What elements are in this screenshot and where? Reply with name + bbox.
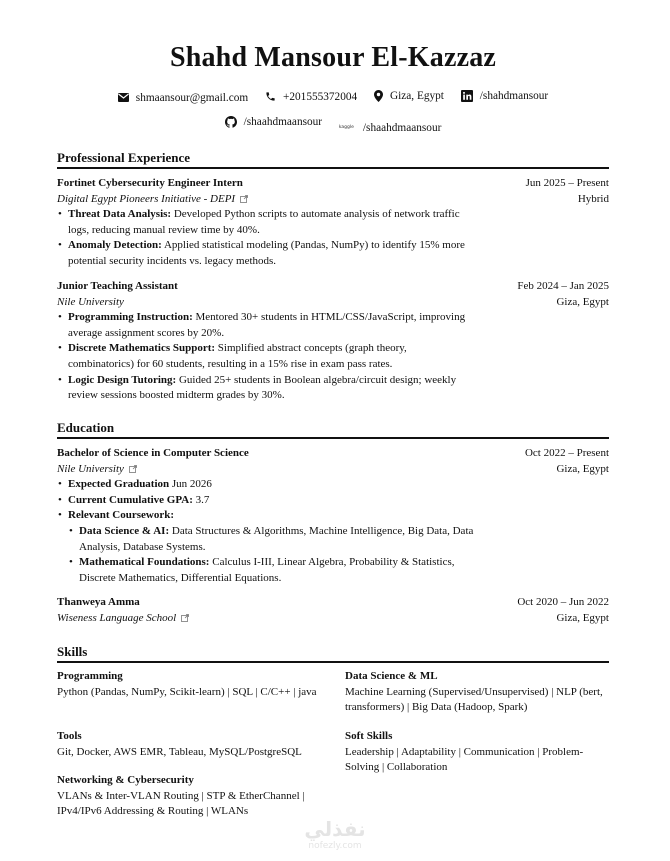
education-date: Oct 2020 – Jun 2022 — [517, 596, 609, 608]
watermark — [290, 818, 380, 852]
skill-group-title: Tools — [57, 730, 82, 742]
job-location: Hybrid — [577, 192, 609, 205]
skill-group-soft-skills — [345, 729, 613, 776]
bullet-item: • Threat Data Analysis: Developed Python scripts to automate analysis of network traffic logs, reducing manual review time by 40%. — [57, 207, 472, 238]
skill-group-text: Python (Pandas, NumPy, Scikit-learn) | SQL | C/C++ | java — [57, 685, 317, 698]
candidate-name: Shahd Mansour El-Kazzaz — [169, 42, 497, 73]
experience-entry — [57, 176, 609, 270]
email-link[interactable] — [118, 90, 248, 106]
bullet-item: • Expected Graduation Jun 2026 — [57, 477, 472, 493]
skill-group-title: Soft Skills — [345, 730, 393, 742]
education-location: Giza, Egypt — [556, 462, 609, 475]
job-bullets — [57, 310, 472, 404]
phone-link[interactable] — [265, 89, 357, 105]
external-link-icon — [240, 195, 248, 203]
degree-title: Thanweya Amma — [57, 596, 140, 608]
kaggle-icon: kaggle — [338, 125, 354, 130]
coursework-list — [68, 524, 483, 586]
institution-link[interactable] — [57, 462, 137, 478]
github-link[interactable] — [225, 114, 322, 130]
linkedin-link[interactable] — [461, 88, 548, 104]
coursework-item: • Mathematical Foundations: Calculus I-III, Linear Algebra, Probability & Statistics, Discrete Mathematics, Differential Equations. — [68, 555, 483, 586]
phone-icon — [265, 91, 276, 102]
contact-row-primary — [57, 88, 609, 107]
kaggle-text: /shaahdmaansour — [362, 122, 442, 134]
skill-group-text: Machine Learning (Supervised/Unsupervised) | NLP (bert, transformers) | Big Data (Hadoop, Spark) — [345, 685, 603, 714]
github-text: /shaahdmaansour — [243, 116, 323, 128]
education-entry — [57, 446, 609, 586]
bullet-item: • Programming Instruction: Mentored 30+ students in HTML/CSS/JavaScript, improving average assignment scores by 20%. — [57, 310, 472, 341]
company-link[interactable] — [57, 192, 248, 208]
watermark-latin: nofezly.com — [308, 841, 362, 851]
job-title: Fortinet Cybersecurity Engineer Intern — [57, 177, 243, 189]
section-title-skills: Skills — [57, 644, 88, 659]
skill-group-data-science — [345, 669, 613, 716]
location-text: Giza, Egypt — [389, 90, 444, 102]
linkedin-icon — [461, 90, 473, 102]
skill-group-title: Networking & Cybersecurity — [57, 774, 194, 786]
phone-text: +201555372004 — [283, 90, 358, 103]
experience-entry — [57, 279, 609, 404]
job-date: Feb 2024 – Jan 2025 — [517, 280, 609, 292]
education-bullets — [57, 477, 472, 586]
github-icon — [225, 116, 237, 128]
email-text: shmaansour@gmail.com — [135, 91, 249, 104]
external-link-icon — [129, 465, 137, 473]
skill-group-title: Programming — [57, 670, 123, 682]
job-location: Giza, Egypt — [556, 295, 609, 308]
job-date: Jun 2025 – Present — [525, 177, 609, 189]
linkedin-text: /shahdmansour — [479, 90, 549, 102]
envelope-icon — [118, 93, 129, 102]
institution-name: Wiseness Language School — [57, 611, 177, 624]
section-divider — [57, 167, 609, 169]
watermark-arabic: نفذلي — [304, 817, 366, 841]
bullet-item: • Logic Design Tutoring: Guided 25+ students in Boolean algebra/circuit design; weekly review sessions boosted midterm grades by 30%. — [57, 373, 472, 404]
institution-link[interactable] — [57, 611, 189, 627]
education-entry — [57, 595, 609, 626]
location — [374, 88, 444, 104]
education-date: Oct 2022 – Present — [524, 447, 609, 459]
skill-group-text: Leadership | Adaptability | Communication | Problem-Solving | Collaboration — [345, 745, 584, 774]
coursework-item: • Data Science & AI: Data Structures & Algorithms, Machine Intelligence, Big Data, Data Analysis, Database Systems. — [68, 524, 483, 555]
location-pin-icon — [374, 90, 383, 102]
job-title: Junior Teaching Assistant — [57, 280, 178, 292]
education-location: Giza, Egypt — [556, 611, 609, 624]
section-divider — [57, 437, 609, 439]
job-bullets — [57, 207, 472, 269]
skill-group-text: VLANs & Inter-VLAN Routing | STP & EtherChannel | IPv4/IPv6 Addressing & Routing | WLANs — [57, 789, 305, 818]
bullet-item: • Current Cumulative GPA: 3.7 — [57, 493, 472, 509]
institution-name: Nile University — [57, 462, 124, 475]
skill-group-title: Data Science & ML — [345, 670, 438, 682]
degree-title: Bachelor of Science in Computer Science — [57, 447, 249, 459]
contact-row-secondary — [57, 114, 609, 136]
external-link-icon — [181, 614, 189, 622]
bullet-item: • Relevant Coursework: • Data Science & AI: Data Structures & Algorithms, Machine Intelligence, Big Data, Data Analysis, Database Systems. • Mathematical Foundations: Calculus I-III, Linear Algebra, Probability & Statistics, Discrete Mathematics, Differential Equations. — [57, 508, 472, 586]
skill-group-networking — [57, 773, 325, 820]
skill-group-programming — [57, 669, 325, 700]
section-divider — [57, 661, 609, 663]
bullet-item: • Anomaly Detection: Applied statistical modeling (Pandas, NumPy) to identify 15% more potential security incidents vs. legacy methods. — [57, 238, 472, 269]
skill-group-tools — [57, 729, 325, 760]
section-title-experience: Professional Experience — [57, 150, 190, 165]
section-title-education: Education — [57, 420, 115, 435]
kaggle-link[interactable] — [339, 120, 441, 136]
bullet-item: • Discrete Mathematics Support: Simplified abstract concepts (graph theory, combinatorics) for 60 students, resulting in a 15% rise in exam pass rates. — [57, 341, 472, 372]
skill-group-text: Git, Docker, AWS EMR, Tableau, MySQL/PostgreSQL — [57, 745, 302, 758]
company-name: Nile University — [57, 295, 124, 308]
company-name: Digital Egypt Pioneers Initiative - DEPI — [57, 192, 236, 205]
